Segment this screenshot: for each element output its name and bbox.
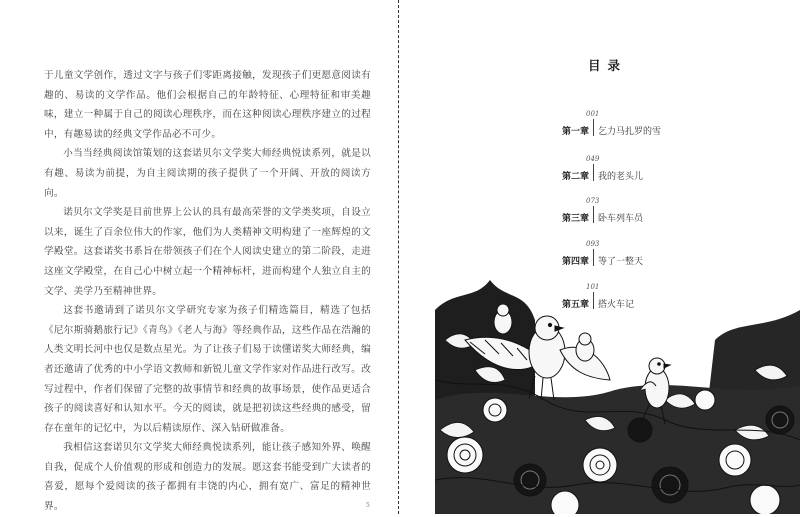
toc-separator <box>593 164 594 181</box>
toc-entry-1[interactable] <box>562 110 732 144</box>
page-number: 5 <box>366 502 370 509</box>
foreword-paragraph-2: 小当当经典阅读馆策划的这套诺贝尔文学奖大师经典悦读系列，就是以有趣、易读为前提，为自主阅读期的孩子提供了一个开阔、开放的阅读方向。 <box>44 148 371 199</box>
toc-chapter-name: 卧车列车员 <box>598 214 644 224</box>
toc-chapter-label: 第一章 <box>562 127 590 137</box>
toc-page-number: 093 <box>586 240 600 248</box>
foreword-paragraph-4: 这套书邀请到了诺贝尔文学研究专家为孩子们精选篇目，精选了包括《尼尔斯骑鹅旅行记》《青鸟》《老人与海》等经典作品，这些作品在浩瀚的人类文明长河中也仅是数点星光。为了让孩子们易于读懂诺奖大师经典，编者还邀请了优秀的中小学语文教师和新锐儿童文学作家对作品进行改写。改写过程中，作者们保留了完整的故事情节和经典的故事场景，使作品更适合孩子的阅读喜好和认知水平。今天的阅读，就是把初读这些经典的感受，留存在童年的记忆中，为以后精读原作、深入钻研做准备。 <box>44 305 371 434</box>
toc-page-number: 101 <box>586 283 600 291</box>
toc-page-number: 049 <box>586 155 600 163</box>
toc-entry-4[interactable] <box>562 240 732 274</box>
toc-separator <box>593 119 594 136</box>
birds-among-roses-illustration <box>435 280 800 514</box>
toc-title: 目录 <box>588 58 628 73</box>
toc-page-number: 001 <box>586 110 600 118</box>
toc-chapter-name: 搭火车记 <box>598 300 635 310</box>
foreword-text <box>44 66 371 517</box>
toc-chapter-name: 等了一整天 <box>598 257 644 267</box>
toc-separator <box>593 206 594 223</box>
foreword-paragraph-3: 诺贝尔文学奖是目前世界上公认的具有最高荣誉的文学类奖项，自设立以来，诞生了百余位伟大的作家，他们为人类精神文明构建了一座辉煌的文学殿堂。这套诺奖书系旨在带领孩子们在个人阅读史建立的第二阶段，走进这座文学殿堂，在自己心中树立起一个精神标杆，进而构建个人独立自主的文学、美学乃至精神世界。 <box>44 207 371 297</box>
foreword-paragraph-5: 我相信这套诺贝尔文学奖大师经典悦读系列，能让孩子感知外界、唤醒自我，促成个人价值观的形成和创造力的发展。愿这套书能受到广大读者的喜爱，愿每个爱阅读的孩子都拥有丰饶的内心，拥有宽广、富足的精神世界。 <box>44 442 371 513</box>
toc-separator <box>593 249 594 266</box>
toc-chapter-label: 第四章 <box>562 257 590 267</box>
toc-entry-2[interactable] <box>562 155 732 189</box>
foreword-paragraph-1: 于儿童文学创作，透过文字与孩子们零距离接触，发现孩子们更愿意阅读有趣的、易读的文学作品。他们会根据自己的年龄特征、心理特征和审美趣味，建立一种属于自己的阅读心理秩序，而在这种阅读心理秩序建立的过程中，有趣易读的经典文学作品必不可少。 <box>44 70 371 140</box>
page-spine-divider <box>398 0 399 514</box>
left-page <box>0 0 398 514</box>
toc-entry-3[interactable] <box>562 197 732 231</box>
toc-chapter-name: 乞力马扎罗的雪 <box>598 127 662 137</box>
toc-chapter-label: 第三章 <box>562 214 590 224</box>
toc-page-number: 073 <box>586 197 600 205</box>
toc-chapter-name: 我的老头儿 <box>598 172 644 182</box>
toc-chapter-label: 第五章 <box>562 300 590 310</box>
toc-chapter-label: 第二章 <box>562 172 590 182</box>
